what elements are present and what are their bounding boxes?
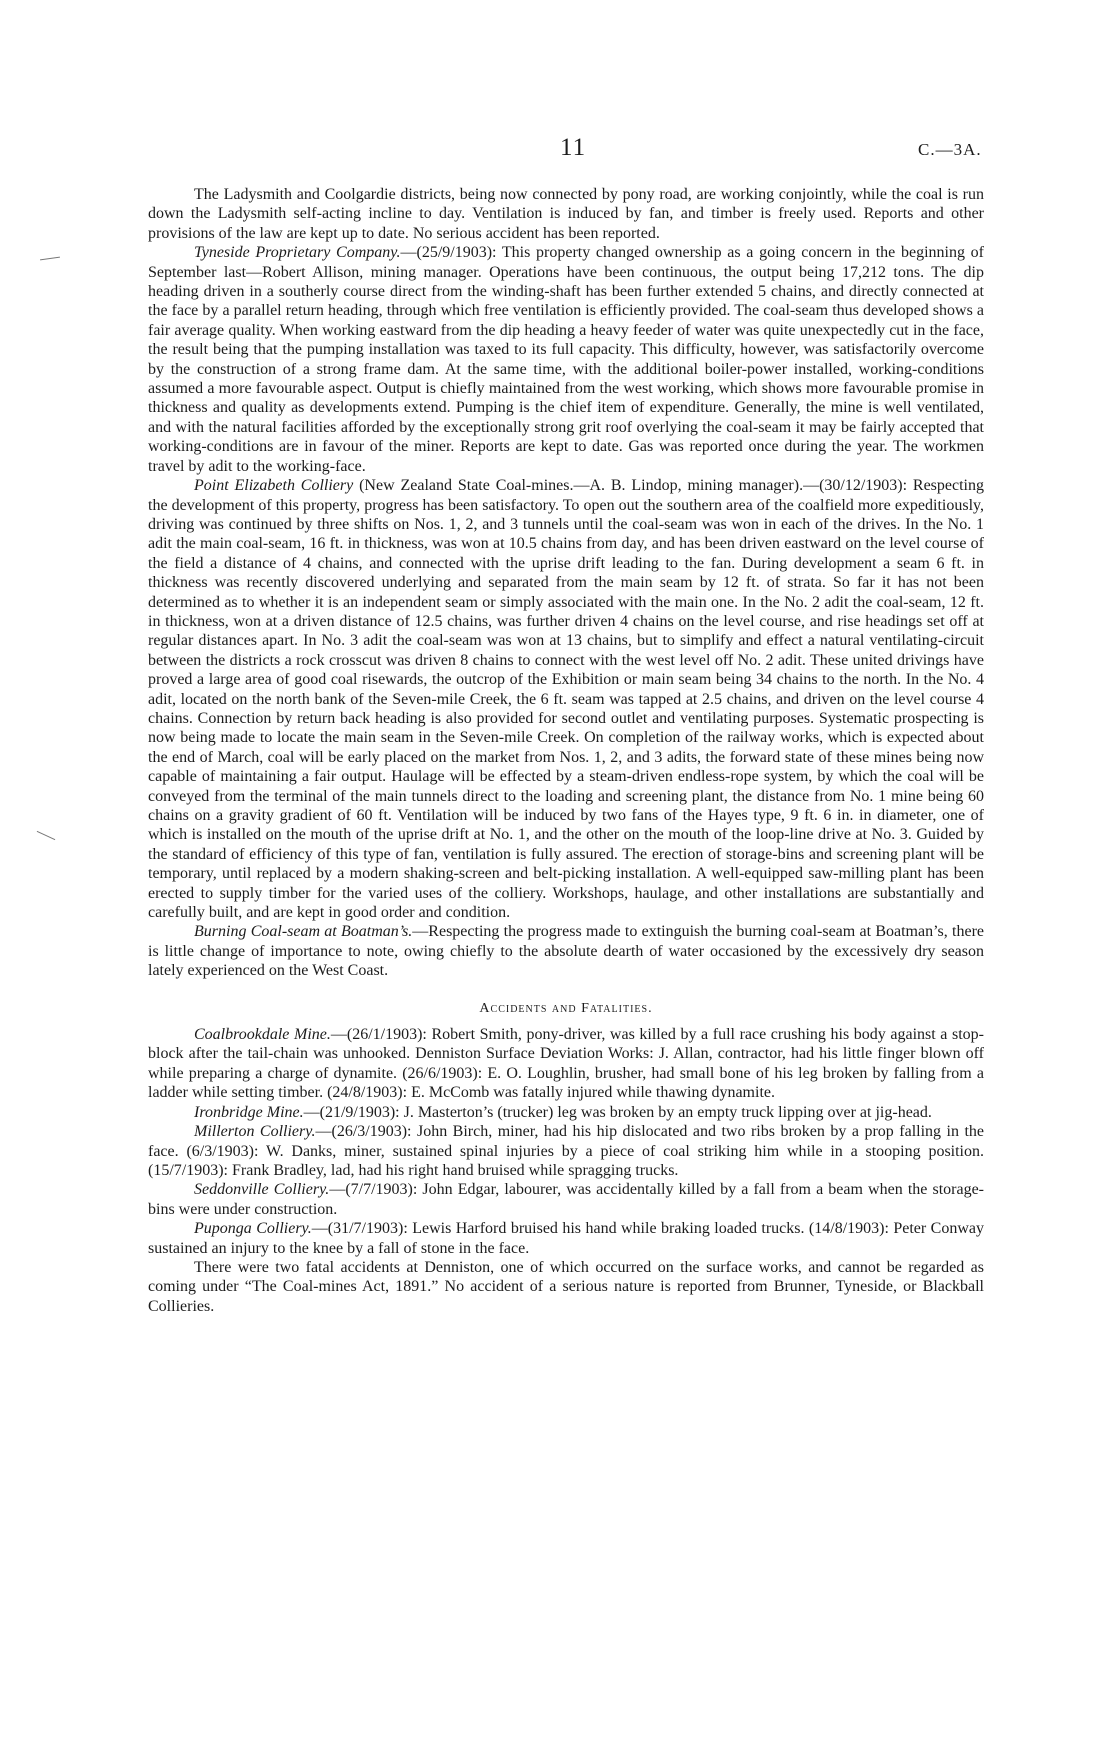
closing-paragraph: There were two fatal accidents at Denniston, one of which occurred on the surface works, and cannot be regarded as coming under “The Coal-mines Act, 1891.” No accident of a serious nature is reported from Brunner, Tyneside, or Blackball Collieries. bbox=[148, 1258, 984, 1315]
paragraph-text: —(25/9/1903): This property changed ownership as a going concern in the beginning of September last—Robert Allison, mining manager. Operations have been continuous, the output being 17,212 tons. The dip heading driven in a southerly course direct from the winding-shaft has been further extended 5 chains, and directly connected at the face by a parallel return heading, through which free ventilation is efficiently provided. The coal-seam thus developed shows a fair average quality. When working eastward from the dip heading a heavy feeder of water was quite unexpectedly cut in the face, the result being that the pumping installation was taxed to its full capacity. This difficulty, however, was satisfactorily overcome by the construction of a strong frame dam. At the same time, with the additional boiler-power installed, working-conditions assumed a more favourable aspect. Output is chiefly maintained from the west working, which shows more favourable promise in thickness and quality as developments extend. Pumping is the chief item of expenditure. Generally, the mine is well ventilated, and with the natural facilities afforded by the exceptionally strong grit roof overlying the coal-seam it may be fairly accepted that working-conditions are in favour of the miner. Reports are kept to date. Gas was reported once during the year. The workmen travel by adit to the working-face. bbox=[148, 244, 984, 475]
paragraph-text: —Respecting the progress made to extinguish the burning coal-seam at Boatman’s, there is little change of importance to note, owing chiefly to the absolute dearth of water occasioned by the excessively dry season lately experienced on the West Coast. bbox=[148, 923, 984, 980]
section-heading: Accidents and Fatalities. bbox=[479, 1000, 653, 1016]
paragraph-boatmans bbox=[148, 922, 984, 980]
document-reference bbox=[918, 140, 982, 160]
accident-text: —(31/7/1903): Lewis Harford bruised his hand while braking loaded trucks. (14/8/1903): Peter Conway sustained an injury to the knee by a fall of stone in the face. bbox=[148, 1220, 984, 1257]
margin-mark bbox=[37, 831, 56, 840]
accident-title: Puponga Colliery. bbox=[194, 1220, 312, 1238]
paragraph-tyneside bbox=[148, 243, 984, 476]
accident-text: —(21/9/1903): J. Masterton’s (trucker) leg was broken by an empty truck lipping over at jig-head. bbox=[303, 1103, 932, 1121]
accident-seddonville bbox=[148, 1180, 984, 1219]
accident-title: Millerton Colliery. bbox=[194, 1123, 316, 1141]
doc-ref-dash: —3 bbox=[935, 140, 964, 159]
margin-mark bbox=[40, 257, 60, 261]
paragraph-ladysmith: The Ladysmith and Coolgardie districts, being now connected by pony road, are working conjointly, while the coal is run down the Ladysmith self-acting incline to day. Ventilation is induced by fan, and timber is freely used. Reports and other provisions of the law are kept up to date. No serious accident has been reported. bbox=[148, 186, 984, 242]
paragraph-text: (New Zealand State Coal-mines.—A. B. Lindop, mining manager).—(30/12/1903): Respecting the development of this property, progress has been satisfactory. To open out the southern area of the coalfield more expeditiously, driving was continued by three shifts on Nos. 1, 2, and 3 tunnels until the coal-seam was won in each of the drives. In the No. 1 adit the main coal-seam, 16 ft. in thickness, was won at 10.5 chains from day, and has been driven eastward on the level course of the field a distance of 4 chains, and connected with the uprise drift leading to the fan. During development a seam 6 ft. in thickness was recently discovered underlying and separated from the main seam by 12 ft. of strata. So far it has not been determined as to whether it is an independent seam or simply associated with the main one. In the No. 2 adit the coal-seam, 12 ft. in thickness, won at a driven distance of 12.5 chains, was further driven 4 chains on the level course, and rise headings set off at regular distances apart. In No. 3 adit the coal-seam was won at 13 chains, but to simplify and effect a natural ventilating-circuit between the districts a rock crosscut was driven 8 chains to connect with the west level off No. 2 adit. These united drivings have proved a large area of good coal risewards, the outcrop of the Exhibition or main seam being 34 chains to the north. In the No. 4 adit, located on the north bank of the Seven-mile Creek, the 6 ft. seam was tapped at 2.5 chains, and driven on the level course 4 chains. Connection by return back heading is also provided for second outlet and ventilating purposes. Systematic prospecting is now being made to locate the main seam in the Seven-mile Creek. On completion of the railway works, which is expected about the end of March, coal will be early placed on the market from Nos. 1, 2, and 3 adits, the forward state of these mines being now capable of maintaining a fair output. Haulage will be effected by a steam-driven endless-rope system, by which the coal will be conveyed from the terminal of the main tunnels direct to the loading and screening plant, the distance from No. 1 mine being 60 chains on a gravity gradient of 60 ft. Ventilation will be induced by two fans of the Hayes type, 9 ft. 6 in. in diameter, one of which is installed on the mouth of the uprise drift at No. 1, and the other on the mouth of the loop-line drive at No. 3. Guided by the standard of efficiency of this type of fan, ventilation is fully assured. The erection of storage-bins and screening plant will be temporary, until replaced by a modern shaking-screen and belt-picking installation. A well-equipped saw-milling plant has been erected to supply timber for the varied uses of the colliery. Workshops, haulage, and other installations are substantially and carefully built, and are kept in good order and condition. bbox=[148, 477, 985, 922]
paragraph-title: Point Elizabeth Colliery bbox=[194, 477, 354, 495]
accident-title: Seddonville Colliery. bbox=[194, 1181, 330, 1199]
accident-millerton bbox=[148, 1122, 984, 1180]
paragraph-title: Tyneside Proprietary Company. bbox=[194, 244, 401, 262]
doc-ref-prefix: C. bbox=[918, 140, 936, 159]
accident-text: —(26/1/1903): Robert Smith, pony-driver, was killed by a full race crushing his body against a stop-block after the tail-chain was unhooked. Denniston Surface Deviation Works: J. Allan, contractor, had his little finger blown off while preparing a charge of dynamite. (26/6/1903): E. O. Loughlin, brusher, had small bone of his leg broken by falling from a ladder while setting timber. (24/8/1903): E. McComb was fatally injured while thawing dynamite. bbox=[148, 1026, 984, 1102]
doc-ref-suffix: A. bbox=[963, 140, 982, 159]
paragraph-title: Burning Coal-seam at Boatman’s. bbox=[194, 923, 413, 941]
accident-title: Coalbrookdale Mine. bbox=[194, 1026, 331, 1044]
body-text bbox=[148, 185, 984, 1316]
page-number: 11 bbox=[560, 134, 587, 161]
accident-puponga bbox=[148, 1219, 984, 1258]
accident-ironbridge bbox=[148, 1103, 984, 1122]
accident-text: —(26/3/1903): John Birch, miner, had his hip dislocated and two ribs broken by a prop falling in the face. (6/3/1903): W. Danks, miner, sustained spinal injuries by a piece of coal striking him while in a stooping position. (15/7/1903): Frank Bradley, lad, had his right hand bruised while spragging trucks. bbox=[148, 1123, 984, 1179]
accident-title: Ironbridge Mine. bbox=[194, 1103, 304, 1121]
accident-text: —(7/7/1903): John Edgar, labourer, was accidentally killed by a fall from a beam when the storage-bins were under construction. bbox=[148, 1181, 985, 1218]
accident-coalbrookdale bbox=[148, 1025, 984, 1103]
paragraph-point-elizabeth bbox=[148, 476, 984, 922]
